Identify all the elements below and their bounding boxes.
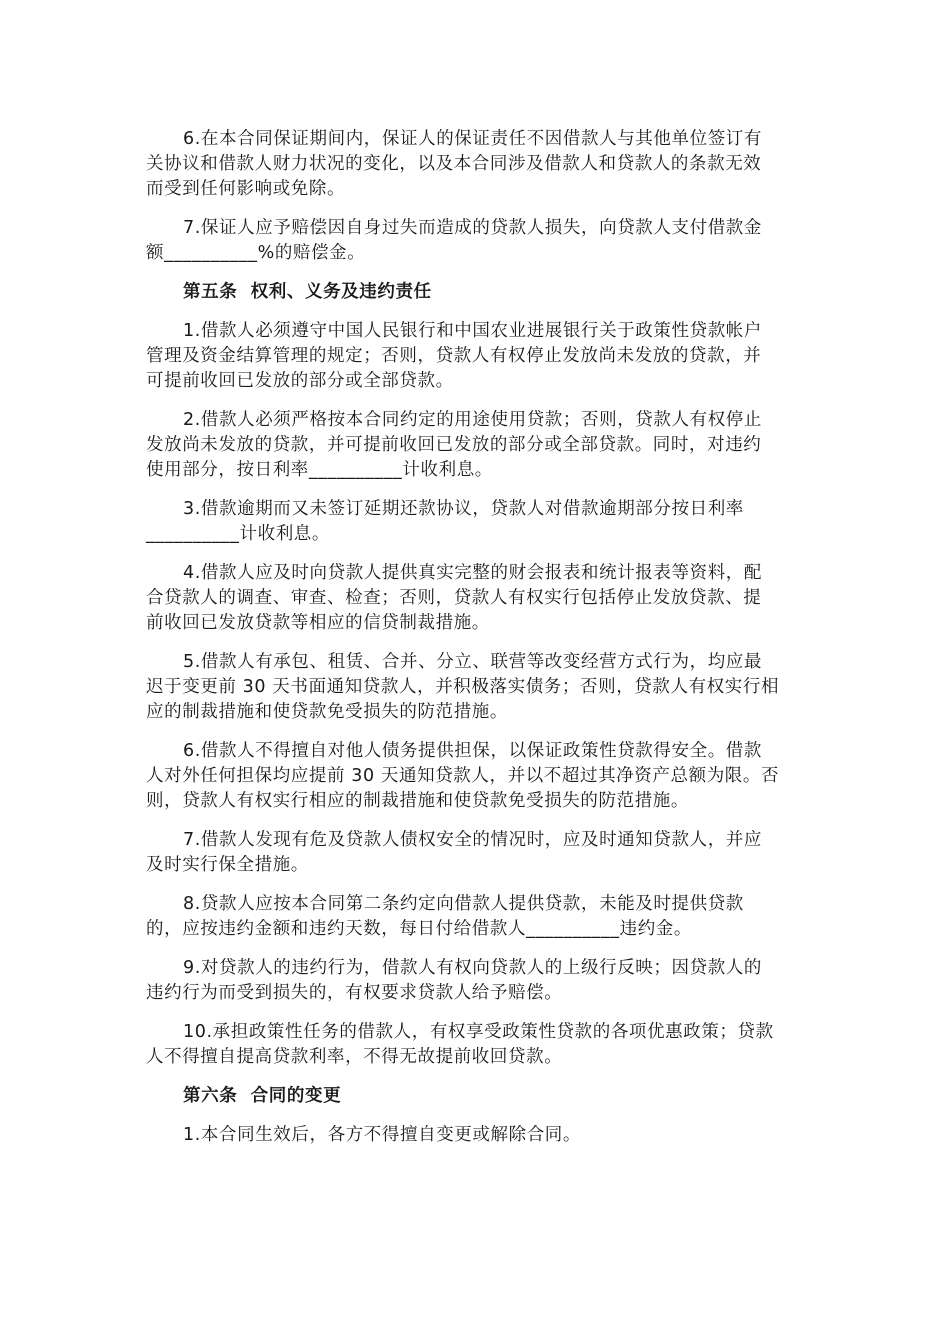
text-line: 人对外任何担保均应提前 30 天通知贷款人，并以不超过其净资产总额为限。否 xyxy=(146,766,780,786)
text-line: 7.保证人应予赔偿因自身过失而造成的贷款人损失，向贷款人支付借款金 xyxy=(183,218,762,238)
text-line: 合贷款人的调查、审查、检查；否则，贷款人有权实行包括停止发放贷款、提 xyxy=(146,588,762,608)
text-line: 1.借款人必须遵守中国人民银行和中国农业进展银行关于政策性贷款帐户 xyxy=(183,321,762,341)
text-line: 使用部分，按日利率__________计收利息。 xyxy=(146,460,493,480)
text-line: 应的制裁措施和使贷款免受损失的防范措施。 xyxy=(146,702,508,722)
text-line: 额__________%的赔偿金。 xyxy=(146,243,366,263)
text-line: 9.对贷款人的违约行为，借款人有权向贷款人的上级行反映；因贷款人的 xyxy=(183,958,762,978)
text-line: 可提前收回已发放的部分或全部贷款。 xyxy=(146,371,454,391)
text-line: 迟于变更前 30 天书面通知贷款人，并积极落实债务；否则，贷款人有权实行相 xyxy=(146,677,780,697)
text-line: 2.借款人必须严格按本合同约定的用途使用贷款；否则，贷款人有权停止 xyxy=(183,410,762,430)
text-line: 7.借款人发现有危及贷款人债权安全的情况时，应及时通知贷款人，并应 xyxy=(183,830,762,850)
text-line: 违约行为而受到损失的，有权要求贷款人给予赔偿。 xyxy=(146,983,563,1003)
text-line: 人不得擅自提高贷款利率，不得无故提前收回贷款。 xyxy=(146,1047,563,1067)
text-line: 关协议和借款人财力状况的变化，以及本合同涉及借款人和贷款人的条款无效 xyxy=(146,154,762,174)
text-line: 4.借款人应及时向贷款人提供真实完整的财会报表和统计报表等资料，配 xyxy=(183,563,762,583)
text-line: 1.本合同生效后，各方不得擅自变更或解除合同。 xyxy=(183,1125,581,1145)
section-title: 第六条 合同的变更 xyxy=(183,1086,342,1106)
text-line: 及时实行保全措施。 xyxy=(146,855,309,875)
text-line: 管理及资金结算管理的规定；否则，贷款人有权停止发放尚未发放的贷款，并 xyxy=(146,346,762,366)
text-line: 发放尚未发放的贷款，并可提前收回已发放的部分或全部贷款。同时，对违约 xyxy=(146,435,762,455)
text-line: 5.借款人有承包、租赁、合并、分立、联营等改变经营方式行为，均应最 xyxy=(183,652,762,672)
text-line: 3.借款逾期而又未签订延期还款协议，贷款人对借款逾期部分按日利率 xyxy=(183,499,744,519)
text-line: 的，应按违约金额和违约天数，每日付给借款人__________违约金。 xyxy=(146,919,692,939)
text-line: 6.借款人不得擅自对他人债务提供担保，以保证政策性贷款得安全。借款 xyxy=(183,741,762,761)
text-line: 前收回已发放贷款等相应的信贷制裁措施。 xyxy=(146,613,490,633)
text-line: 而受到任何影响或免除。 xyxy=(146,179,346,199)
text-line: __________计收利息。 xyxy=(146,524,330,544)
text-line: 10.承担政策性任务的借款人，有权享受政策性贷款的各项优惠政策；贷款 xyxy=(183,1022,774,1042)
text-line: 则，贷款人有权实行相应的制裁措施和使贷款免受损失的防范措施。 xyxy=(146,791,689,811)
text-line: 6.在本合同保证期间内，保证人的保证责任不因借款人与其他单位签订有 xyxy=(183,129,762,149)
text-line: 8.贷款人应按本合同第二条约定向借款人提供贷款，未能及时提供贷款 xyxy=(183,894,744,914)
section-title: 第五条 权利、义务及违约责任 xyxy=(183,282,432,302)
